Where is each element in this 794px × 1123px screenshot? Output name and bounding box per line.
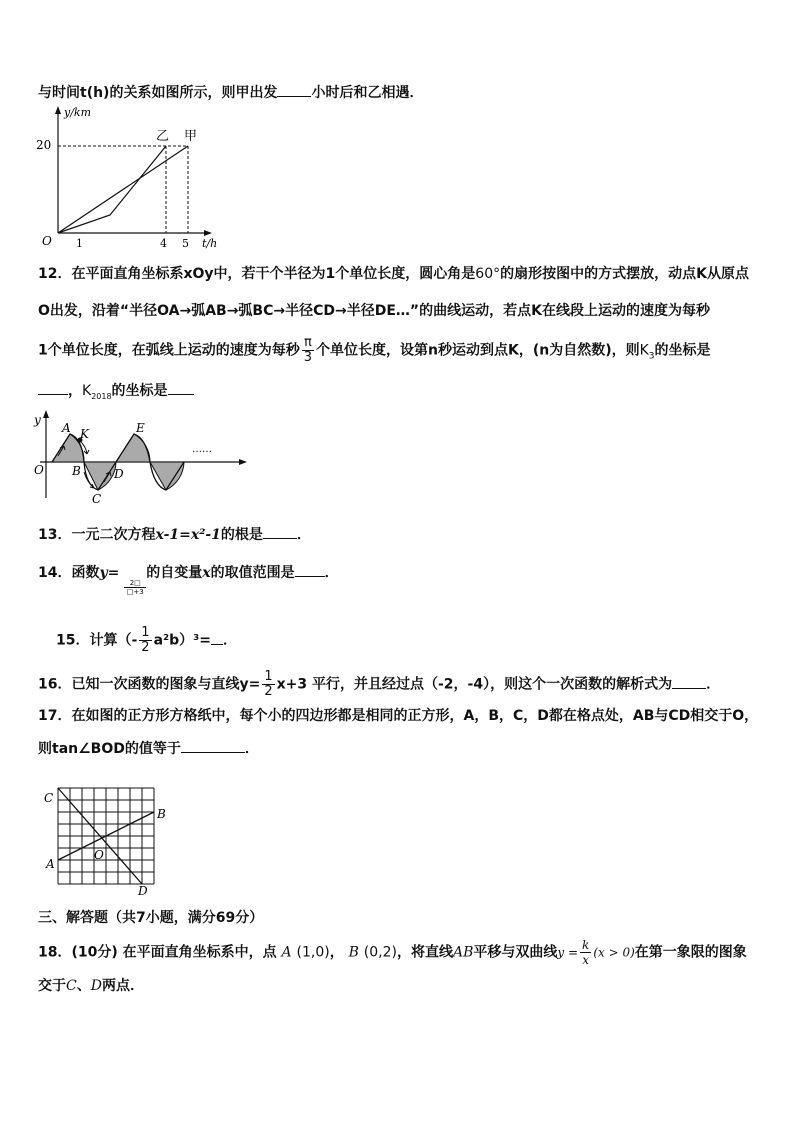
q18-curve-den: x xyxy=(582,953,590,967)
q18-point-d: D xyxy=(90,978,102,994)
q12-x-arrow-icon xyxy=(239,459,247,465)
q11-x-arrow-icon xyxy=(204,230,212,236)
q15-post: a²b）³= xyxy=(153,632,212,649)
q15-frac-den: 2 xyxy=(141,640,150,655)
q11-x-tick-1: 1 xyxy=(76,237,83,250)
q12-line4 xyxy=(38,380,194,407)
q18-sep: ， xyxy=(329,944,344,961)
q15-line xyxy=(56,626,237,655)
q12-k2018: K xyxy=(82,383,92,399)
q18-line2-text: 交于 xyxy=(38,978,66,994)
q15-fraction xyxy=(139,626,151,655)
q16-pre: 16．已知一次函数的图象与直线y= xyxy=(38,676,261,693)
q11-x-label: t/h xyxy=(202,237,218,250)
q17-label-d: D xyxy=(138,884,148,896)
q18-sep2: 、 xyxy=(76,978,91,994)
q17-line2 xyxy=(38,738,259,759)
q12-ellipsis: …… xyxy=(192,444,212,455)
q17-end: ． xyxy=(244,741,259,757)
q11-answer-blank xyxy=(277,82,311,97)
q12-line3 xyxy=(38,336,711,366)
q18-curve-num: k xyxy=(582,938,590,952)
q13-equation: x-1=x²-1 xyxy=(155,527,221,543)
q16-frac-den: 2 xyxy=(264,684,273,699)
q17-label-b: B xyxy=(157,807,166,821)
q12-k3: K xyxy=(639,342,649,359)
q12-label-a: A xyxy=(62,421,71,435)
q17-label-a: A xyxy=(46,857,55,871)
q11-x-tick-5: 5 xyxy=(182,237,189,250)
q18-mid: ，将直线 xyxy=(396,944,453,961)
q12-degree: 60° xyxy=(475,266,501,282)
q11-label-yi: 乙 xyxy=(156,129,170,144)
q11-text-a: 与时间t(h)的关系如图所示，则甲出发 xyxy=(38,85,278,101)
q13-line xyxy=(38,524,311,545)
q18-point-c: C xyxy=(66,978,77,994)
q18-mid2: 平移与双曲线 xyxy=(473,944,558,961)
q12-line4-sep: ， xyxy=(68,383,82,399)
q15-frac-num: 1 xyxy=(141,625,150,640)
q12-label-b: B xyxy=(72,464,81,478)
q12-line2: O出发，沿着“半径OA→弧AB→弧BC→半径CD→半径DE…”的曲线运动，若点K在线段上运动的速度为每秒 xyxy=(38,303,710,319)
q12-label-e: E xyxy=(136,421,145,435)
q14-post: 的自变量 xyxy=(146,565,203,581)
q18-line-ab: AB xyxy=(452,944,474,961)
q14-x: x xyxy=(202,565,211,581)
q12-label-c: C xyxy=(92,492,102,506)
q13-answer-blank xyxy=(263,524,297,539)
q17-grid-figure xyxy=(44,782,174,896)
section3-title: 三、解答题（共7小题，满分69分） xyxy=(38,910,264,926)
q18-curve-y: y = xyxy=(557,945,579,960)
q18-line1 xyxy=(38,938,747,967)
q12-answer-blank-2 xyxy=(168,380,194,395)
q14-line xyxy=(38,562,339,596)
q12-y-arrow-icon xyxy=(43,410,49,418)
q17-answer-blank xyxy=(181,738,245,753)
q12-label-k: K xyxy=(80,427,89,441)
q11-line-yi xyxy=(58,146,166,233)
q16-line xyxy=(38,670,720,699)
q11-label-jia: 甲 xyxy=(184,129,198,144)
q11-y-arrow-icon xyxy=(55,106,61,114)
q14-post2: 的取值范围是 xyxy=(210,565,295,581)
q11-x-tick-4: 4 xyxy=(160,237,167,250)
q17-label-c: C xyxy=(44,791,54,805)
q13-post: 的根是 xyxy=(220,527,263,543)
q14-answer-blank xyxy=(295,562,325,577)
q12-answer-blank-1 xyxy=(38,380,68,395)
q12-line1-text: 12．在平面直角坐标系xOy中，若干个半径为1个单位长度，圆心角是 xyxy=(38,266,476,282)
q18-line2-post: 两点． xyxy=(101,978,144,994)
q16-answer-blank xyxy=(672,674,706,689)
q12-label-d: D xyxy=(114,467,124,481)
q16-fraction xyxy=(262,670,274,699)
q18-b-coord: (0,2) xyxy=(363,944,397,961)
q12-label-y: y xyxy=(34,413,41,427)
q18-curve-fraction xyxy=(580,938,591,967)
q12-line4-b: 的坐标是 xyxy=(111,383,168,399)
q13-end: ． xyxy=(296,527,311,543)
q11-y-tick-20: 20 xyxy=(36,138,52,152)
q18-post: 在第一象限的图象 xyxy=(634,944,747,961)
q12-line3-b: 个单位长度，设第n秒运动到点K，(n为自然数)，则 xyxy=(316,342,640,359)
q14-y: y= xyxy=(99,565,120,581)
q16-end: ． xyxy=(706,676,721,693)
q18-point-a: A xyxy=(281,944,292,961)
q18-curve-cond: (x > 0) xyxy=(593,945,635,960)
q11-line-jia xyxy=(58,146,188,233)
q12-pi-over-3 xyxy=(302,336,314,365)
q17-line1: 17．在如图的正方形方格纸中，每个小的四边形都是相同的正方形，A，B，C，D都在格点处，AB与CD相交于O， xyxy=(38,708,759,724)
q18-point-b: B xyxy=(348,944,359,961)
q12-label-o: O xyxy=(34,463,44,477)
q12-pi-den: 3 xyxy=(303,350,313,365)
q11-graph xyxy=(30,100,230,252)
q12-line1 xyxy=(38,264,749,284)
q12-line3-c: 的坐标是 xyxy=(654,342,711,359)
q16-post: x+3 平行，并且经过点（-2，-4），则这个一次函数的解析式为 xyxy=(276,676,673,693)
q12-pi-num: π xyxy=(302,336,314,351)
q14-pre: 14．函数 xyxy=(38,565,100,581)
q15-answer-blank xyxy=(211,630,223,645)
q18-pre: 18．(10分) 在平面直角坐标系中，点 xyxy=(38,944,277,961)
q15-pre: 15．计算（- xyxy=(56,632,138,649)
q17-label-o: O xyxy=(94,848,104,862)
q14-frac-num: 2□ xyxy=(124,579,146,588)
q16-frac-num: 1 xyxy=(264,669,273,684)
q11-y-label: y/km xyxy=(64,106,92,119)
q12-sector-3 xyxy=(116,434,150,462)
q11-text-b: 小时后和乙相遇． xyxy=(311,85,424,101)
q17-line2-text: 则tan∠BOD的值等于 xyxy=(38,741,181,757)
q11-origin: O xyxy=(42,234,52,248)
q18-a-coord: (1,0) xyxy=(296,944,330,961)
q14-fraction xyxy=(124,567,146,596)
q12-line1-tail: 的扇形按图中的方式摆放，动点K从原点 xyxy=(500,266,749,282)
q12-graph xyxy=(32,408,252,508)
q15-end: ． xyxy=(223,632,238,649)
q12-k3-sub: 3 xyxy=(648,351,655,362)
q12-line3-a: 1个单位长度，在弧线上运动的速度为每秒 xyxy=(38,342,300,359)
q14-end: ． xyxy=(324,565,339,581)
q13-pre: 13．一元二次方程 xyxy=(38,527,156,543)
q18-line2 xyxy=(38,976,144,996)
q14-frac-den: □+3 xyxy=(126,588,144,596)
q12-sector-4 xyxy=(150,462,184,490)
q12-k2018-sub: 2018 xyxy=(91,391,112,401)
